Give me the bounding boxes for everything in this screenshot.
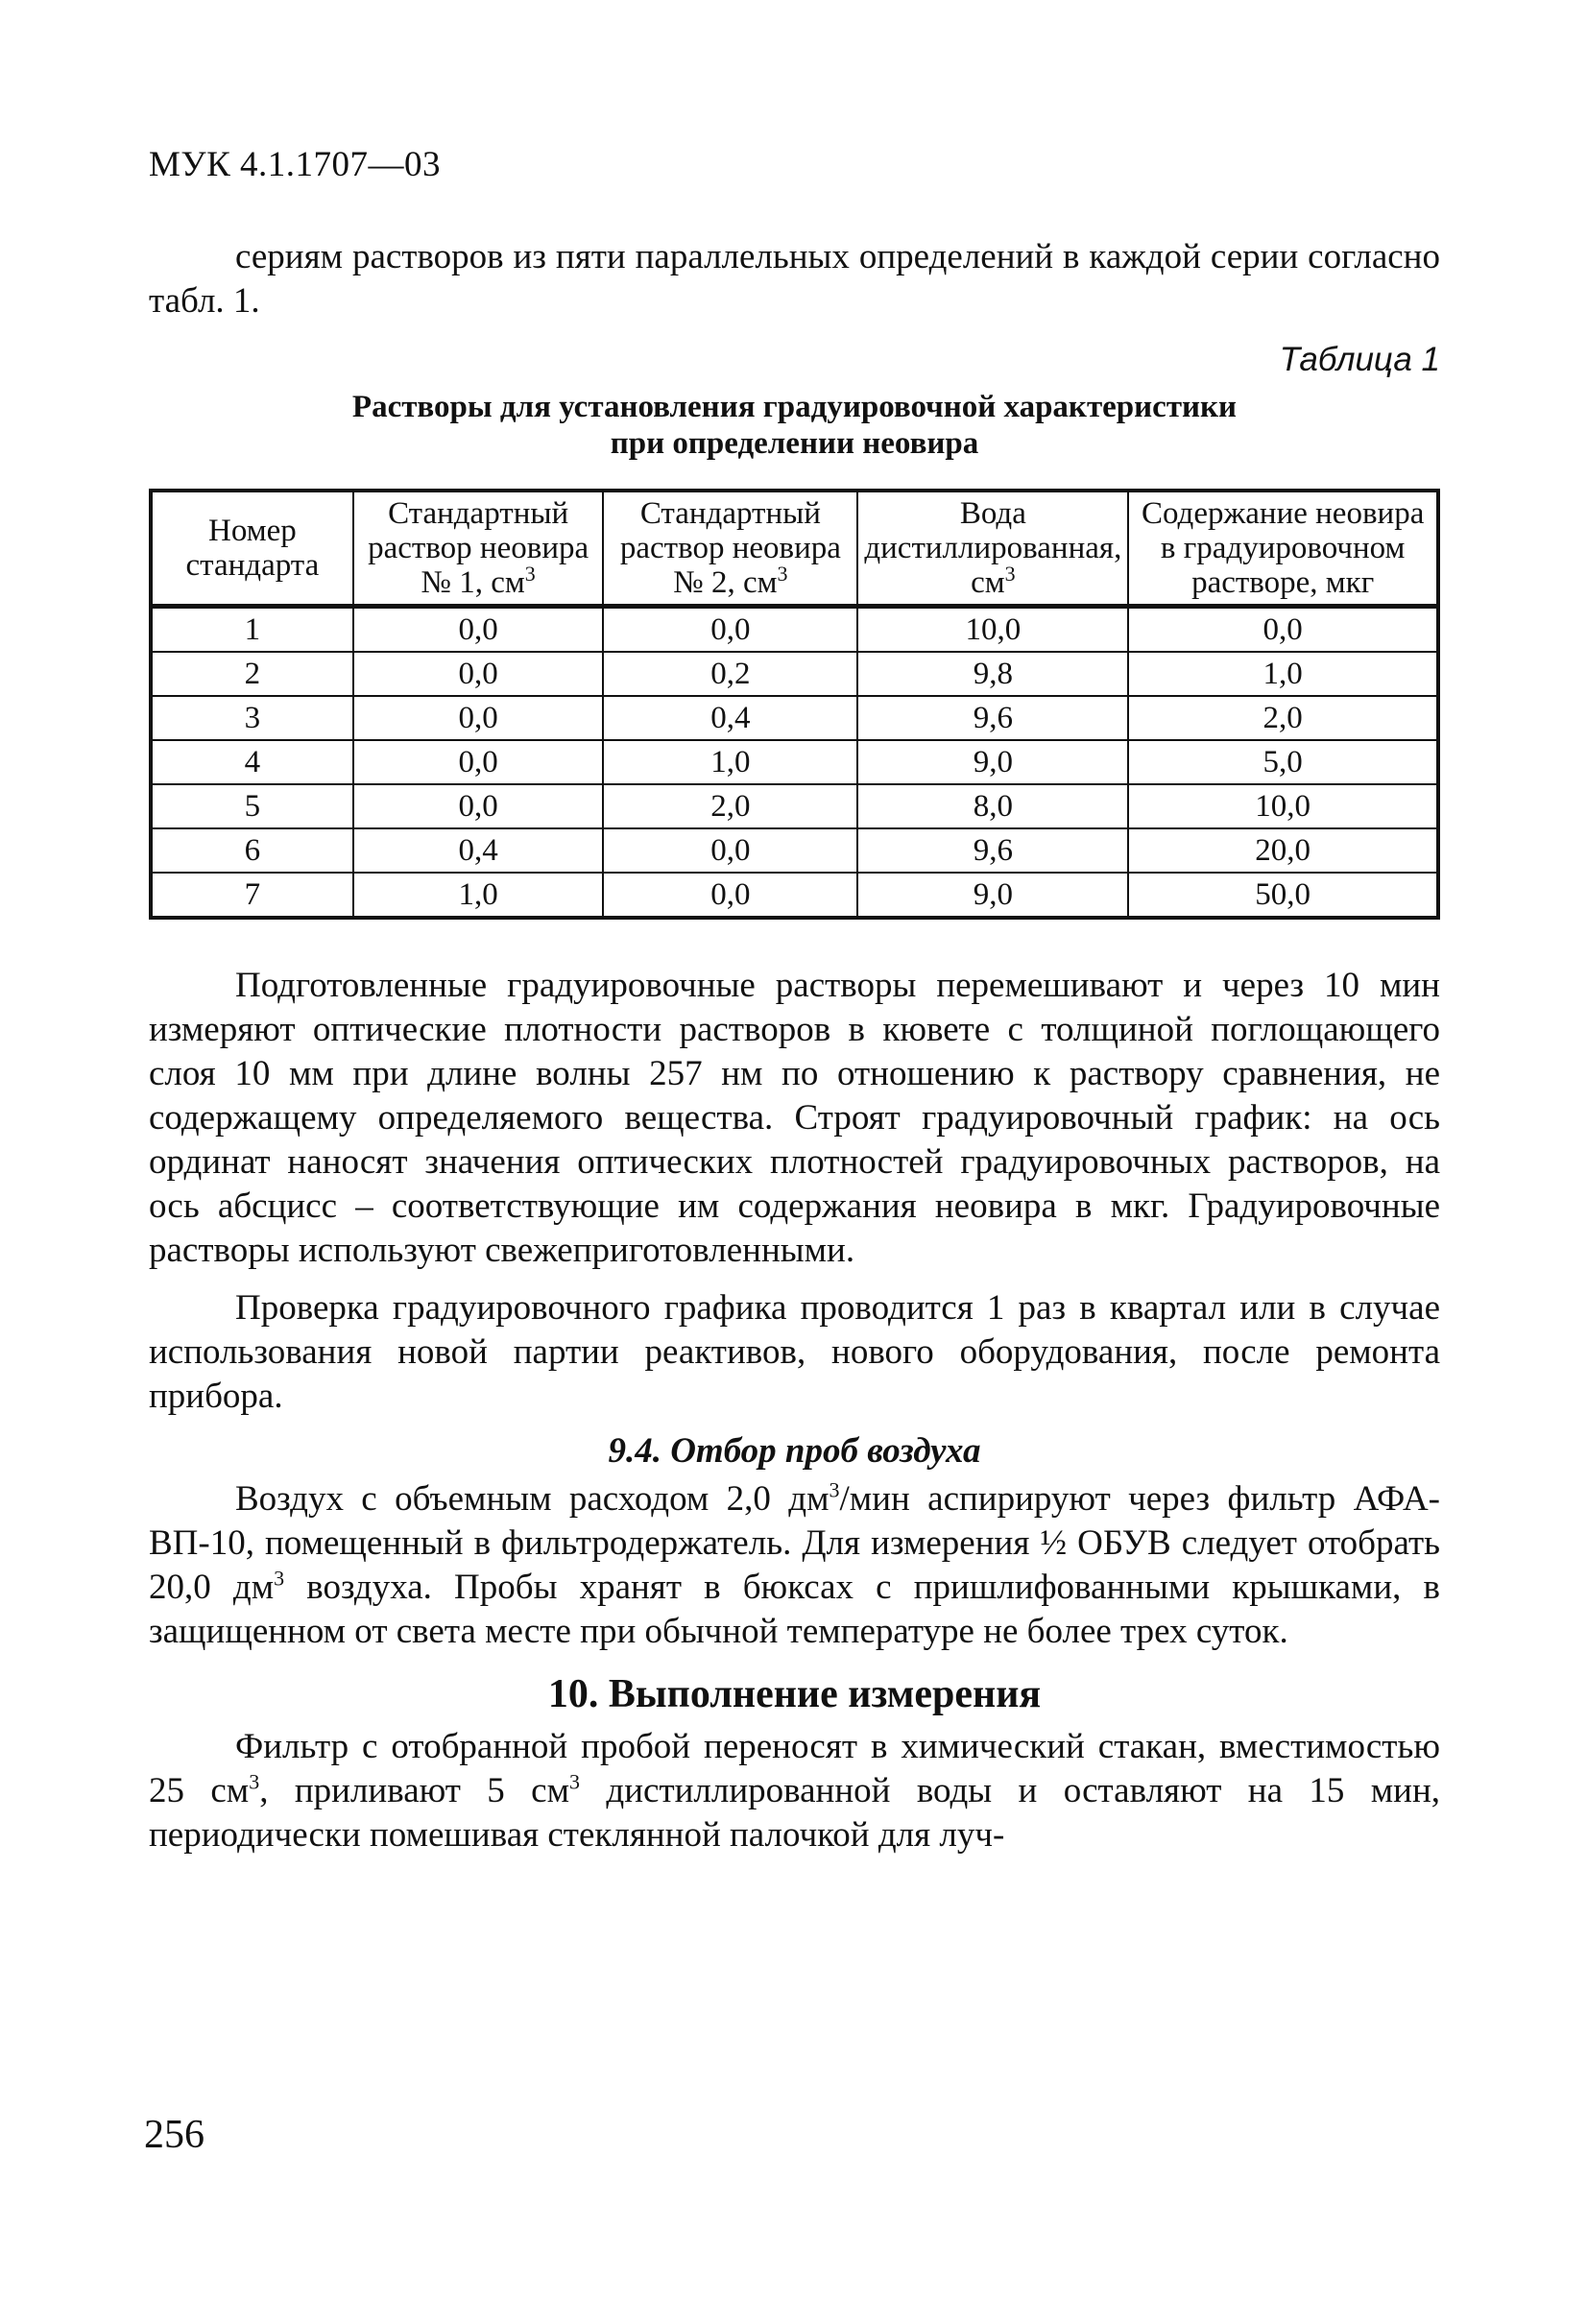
header-solution-1: Стандартный раствор неовира № 1, $см^3$ — [353, 491, 604, 607]
table-cell: 0,0 — [603, 607, 857, 653]
table-cell: 8,0 — [857, 784, 1128, 828]
table-row — [151, 784, 1438, 828]
table-cell: 2 — [151, 652, 353, 696]
paragraph-air-sampling: Воздух с объемным расходом 2,0 $дм^3$/мин аспирируют через фильтр АФА-ВП-10, помещенный в фильтродержатель. Для измерения ½ ОБУВ следует отобрать 20,0 $дм^3$ воздуха. Пробы хранят в бюксах с пришлифованными крышками, в защищенном от света месте при обычной температуре не более трех суток. — [149, 1477, 1440, 1651]
header-distilled-water: Вода дистиллированная, $см^3$ — [857, 491, 1128, 607]
table-cell: 1,0 — [353, 873, 604, 918]
table-row — [151, 740, 1438, 784]
header-standard-number: Номер стандарта — [151, 491, 353, 607]
table-cell: 1,0 — [1128, 652, 1438, 696]
table-cell: 50,0 — [1128, 873, 1438, 918]
calibration-table — [149, 489, 1440, 920]
table-cell: 0,0 — [353, 784, 604, 828]
section-9-4-heading: 9.4. Отбор проб воздуха — [608, 1431, 981, 1471]
intro-paragraph: сериям растворов из пяти параллельных определений в каждой серии согласно табл. 1. — [149, 237, 1440, 321]
table-cell: 4 — [151, 740, 353, 784]
document-code: МУК 4.1.1707—03 — [149, 145, 442, 184]
table-cell: 0,2 — [603, 652, 857, 696]
table-cell: 20,0 — [1128, 828, 1438, 873]
table-row — [151, 652, 1438, 696]
table-cell: 3 — [151, 696, 353, 740]
table-row — [151, 696, 1438, 740]
table-cell: 6 — [151, 828, 353, 873]
table-cell: 7 — [151, 873, 353, 918]
table-cell: 9,8 — [857, 652, 1128, 696]
table-row — [151, 607, 1438, 653]
paragraph-calibration-check: Проверка градуировочного графика проводится 1 раз в квартал или в случае использования новой партии реактивов, нового оборудования, после ремонта прибора. — [149, 1288, 1440, 1416]
table-cell: 5 — [151, 784, 353, 828]
table-cell: 5,0 — [1128, 740, 1438, 784]
table-title-line-2: при определении неовира — [610, 426, 979, 461]
header-neovir-content: Содержание неовира в градуировочном растворе, мкг — [1128, 491, 1438, 607]
table-cell: 0,0 — [353, 652, 604, 696]
table-cell: 9,0 — [857, 873, 1128, 918]
table-cell: 0,4 — [603, 696, 857, 740]
table-cell: 1,0 — [603, 740, 857, 784]
page-number: 256 — [144, 2113, 204, 2157]
table-cell: 10,0 — [857, 607, 1128, 653]
table-cell: 2,0 — [1128, 696, 1438, 740]
table-cell: 1 — [151, 607, 353, 653]
table-row — [151, 873, 1438, 918]
table-row — [151, 828, 1438, 873]
table-cell: 0,0 — [603, 873, 857, 918]
table-cell: 0,0 — [603, 828, 857, 873]
document-page — [149, 144, 1440, 1857]
table-title-line-1: Растворы для установления градуировочной характеристики — [351, 390, 1238, 424]
table-cell: 10,0 — [1128, 784, 1438, 828]
table-cell: 0,4 — [353, 828, 604, 873]
paragraph-measurement: Фильтр с отобранной пробой переносят в химический стакан, вместимостью 25 $см^3$, приливают 5 $см^3$ дистиллированной воды и оставляют на 15 мин, периодически помешивая стеклянной палочкой для луч- — [149, 1727, 1441, 1855]
table-cell: 0,0 — [353, 696, 604, 740]
table-cell: 9,6 — [857, 828, 1128, 873]
table-cell: 9,0 — [857, 740, 1128, 784]
table-cell: 0,0 — [353, 607, 604, 653]
paragraph-calibration-procedure: Подготовленные градуировочные растворы перемешивают и через 10 мин измеряют оптические плотности растворов в кювете с толщиной поглощающего слоя 10 мм при длине волны 257 нм по отношению к раствору сравнения, не содержащему определяемого вещества. Строят градуировочный график: на ось ординат наносят значения оптических плотностей градуировочных растворов, на ось абсцисс – соответствующие им содержания неовира в мкг. Градуировочные растворы используют свежеприготовленными. — [149, 966, 1440, 1270]
table-header-row — [151, 491, 1438, 607]
section-10-heading: 10. Выполнение измерения — [547, 1672, 1042, 1716]
table-title — [149, 389, 1440, 462]
table-cell: 9,6 — [857, 696, 1128, 740]
table-cell: 2,0 — [603, 784, 857, 828]
table-caption: Таблица 1 — [1279, 341, 1440, 378]
header-solution-2: Стандартный раствор неовира № 2, $см^3$ — [603, 491, 857, 607]
table-cell: 0,0 — [1128, 607, 1438, 653]
table-cell: 0,0 — [353, 740, 604, 784]
